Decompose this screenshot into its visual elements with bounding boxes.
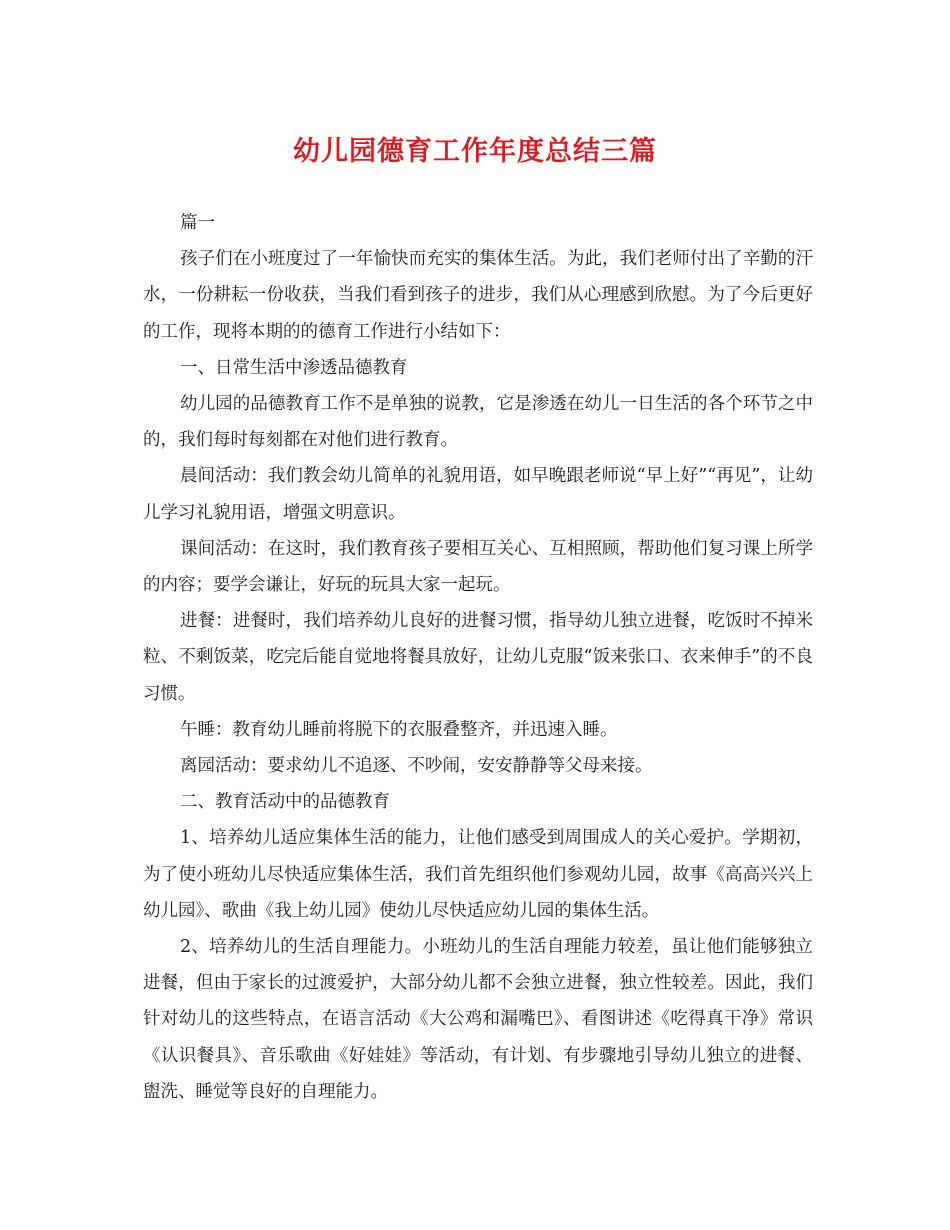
paragraph-item-2: 2、培养幼儿的生活自理能力。小班幼儿的生活自理能力较差，虽让他们能够独立进餐，但由于家长的过渡爱护，大部分幼儿都不会独立进餐，独立性较差。因此，我们针对幼儿的这些特点，在语言活动《大公鸡和漏嘴巴》、看图讲述《吃得真干净》常识《认识餐具》、音乐歌曲《好娃娃》等活动，有计划、有步骤地引导幼儿独立的进餐、盥洗、睡觉等良好的自理能力。 xyxy=(143,937,813,1102)
paragraph-item-1: 1、培养幼儿适应集体生活的能力，让他们感受到周围成人的关心爱护。学期初，为了使小班幼儿尽快适应集体生活，我们首先组织他们参观幼儿园，故事《高高兴兴上幼儿园》、歌曲《我上幼儿园》使幼儿尽快适应幼儿园的集体生活。 xyxy=(143,828,813,921)
paragraph-intro: 孩子们在小班度过了一年愉快而充实的集体生活。为此，我们老师付出了辛勤的汗水，一份耕耘一份收获，当我们看到孩子的进步，我们从心理感到欣慰。为了今后更好的工作，现将本期的的德育工作进行小结如下： xyxy=(143,249,813,342)
document-title: 幼儿园德育工作年度总结三篇 xyxy=(293,136,657,167)
paragraph-nap: 午睡：教育幼儿睡前将脱下的衣服叠整齐，并迅速入睡。 xyxy=(180,719,618,740)
heading-education-activities: 二、教育活动中的品德教育 xyxy=(180,792,390,813)
paragraph-meals: 进餐：进餐时，我们培养幼儿良好的进餐习惯，指导幼儿独立进餐，吃饭时不掉米粒、不剩饭菜，吃完后能自觉地将餐具放好，让幼儿克服“饭来张口、衣来伸手”的不良习惯。 xyxy=(143,611,813,704)
paragraph-leaving: 离园活动：要求幼儿不追逐、不吵闹，安安静静等父母来接。 xyxy=(180,756,653,777)
paragraph-morning: 晨间活动：我们教会幼儿简单的礼貌用语，如早晚跟老师说“早上好”“再见”，让幼儿学习礼貌用语，增强文明意识。 xyxy=(143,466,813,523)
paragraph-section-label: 篇一 xyxy=(180,213,215,233)
paragraph-break-time: 课间活动：在这时，我们教育孩子要相互关心、互相照顾，帮助他们复习课上所学的内容；要学会谦让，好玩的玩具大家一起玩。 xyxy=(143,538,813,596)
heading-daily-life: 一、日常生活中渗透品德教育 xyxy=(180,357,408,378)
paragraph-daily-life: 幼儿园的品德教育工作不是单独的说教，它是渗透在幼儿一日生活的各个环节之中的，我们每时每刻都在对他们进行教育。 xyxy=(143,394,813,451)
document-body xyxy=(143,205,813,1110)
